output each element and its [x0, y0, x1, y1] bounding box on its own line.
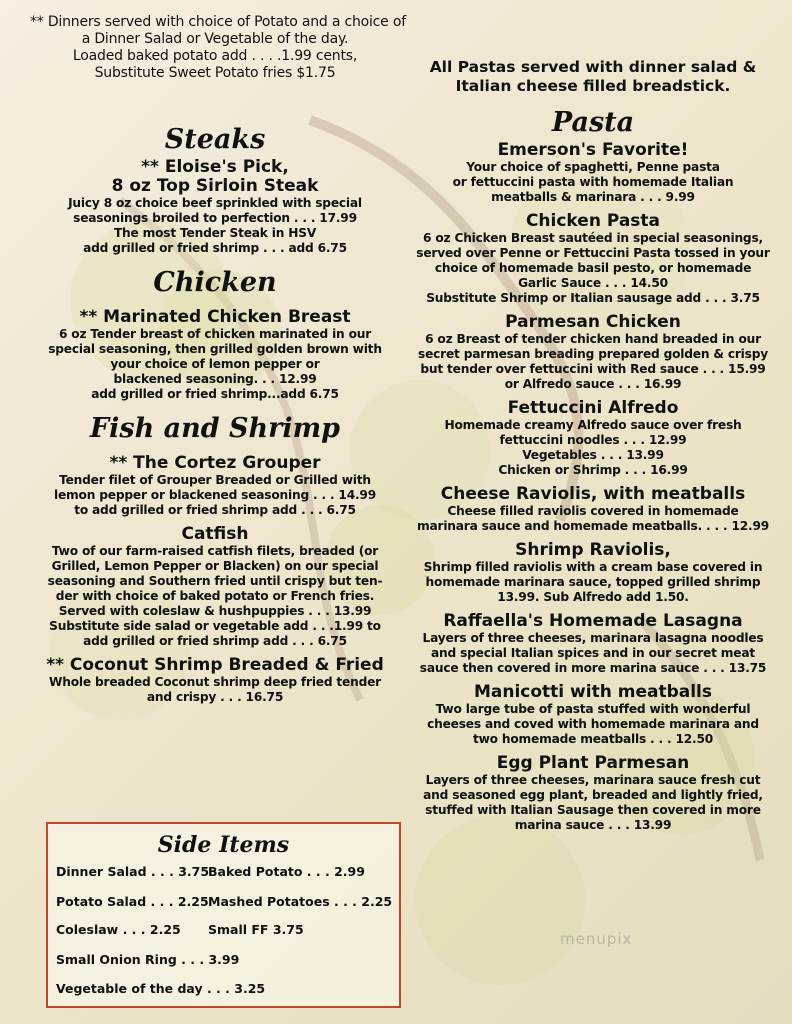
pasta-heading: Pasta — [551, 107, 635, 138]
menu-item-description: Tender filet of Grouper Breaded or Grilled with lemon pepper or blackened seasoning . . . 14.99 to add grilled or fried shrimp add . . . 6.75 — [54, 473, 376, 517]
menu-item-description: Juicy 8 oz choice beef sprinkled with special seasonings broiled to perfection . . . 17.99 The most Tender Steak in HSV add grilled or fried shrimp . . . add 6.75 — [68, 196, 362, 255]
menu-item-description: 6 oz Chicken Breast sautéed in special seasonings, served over Penne or Fettuccini Pasta tossed in your choice of homemade basil pesto, or homemade Garlic Sauce . . . 14.50 Substitute Shrimp or Italian sausage add . . . 3.75 — [416, 231, 770, 305]
menupix-watermark: menupix — [560, 930, 633, 948]
menu-item-description: Two of our farm-raised catfish filets, breaded (or Grilled, Lemon Pepper or Blacken) on our special seasoning and Southern fried until crispy but ten- der with choice of baked potato or French fries. Served with coleslaw & hushpuppies . . . 13.99 Substitute side salad or vegetable add . . .1.99 to add grilled or fried shrimp add . . . 6.75 — [47, 544, 383, 648]
right-column — [408, 56, 778, 833]
menu-item-name: ** Marinated Chicken Breast — [79, 307, 351, 327]
menu-item-description: Your choice of spaghetti, Penne pasta or fettuccini pasta with homemade Italian meatballs & marinara . . . 9.99 — [452, 160, 734, 204]
fish-shrimp-heading: Fish and Shrimp — [89, 413, 341, 444]
menu-item-description: 6 oz Breast of tender chicken hand breaded in our secret parmesan breading prepared golden & crispy but tender over fettuccini with Red sauce . . . 15.99 or Alfredo sauce . . . 16.99 — [418, 332, 768, 391]
menu-item-name: Parmesan Chicken — [505, 312, 681, 332]
dinner-note-line: a Dinner Salad or Vegetable of the day. — [81, 31, 349, 47]
menu-item-name: Fettuccini Alfredo — [507, 398, 679, 418]
dinner-note-line: Substitute Sweet Potato fries $1.75 — [94, 65, 336, 81]
menu-item-name: Raffaella's Homemade Lasagna — [443, 611, 743, 631]
menu-item-description: Layers of three cheeses, marinara sauce fresh cut and seasoned egg plant, breaded and lightly fried, stuffed with Italian Sausage then covered in more marina sauce . . . 13.99 — [423, 773, 763, 832]
side-item: Vegetable of the day . . . 3.25 — [56, 981, 266, 996]
side-items-box — [46, 822, 401, 1008]
side-item: Small FF 3.75 — [208, 922, 304, 937]
side-item: Potato Salad . . . 2.25 — [56, 894, 209, 909]
menu-item-name: Cheese Raviolis, with meatballs — [440, 484, 746, 504]
menu-item-name: Egg Plant Parmesan — [496, 753, 690, 773]
side-item: Mashed Potatoes . . . 2.25 — [208, 894, 393, 909]
menu-item-name: ** Eloise's Pick, 8 oz Top Sirloin Steak — [111, 157, 319, 196]
dinner-note-line: Loaded baked potato add . . . .1.99 cents, — [72, 48, 358, 64]
side-item: Small Onion Ring . . . 3.99 — [56, 952, 240, 967]
menu-item-description: 6 oz Tender breast of chicken marinated in our special seasoning, then grilled golden brown with your choice of lemon pepper or blackened seasoning. . . 12.99 add grilled or fried shrimp...add 6.75 — [48, 327, 382, 401]
left-column — [30, 14, 406, 705]
menu-item-description: Layers of three cheeses, marinara lasagna noodles and special Italian spices and in our secret meat sauce then covered in more marina sauce . . . 13.75 — [419, 631, 767, 675]
menu-item-name: ** Coconut Shrimp Breaded & Fried — [46, 655, 384, 675]
side-items-heading: Side Items — [157, 832, 290, 858]
menu-item-name: Chicken Pasta — [525, 211, 661, 231]
dinner-note-line: ** Dinners served with choice of Potato and a choice of — [30, 14, 406, 30]
steaks-heading: Steaks — [164, 124, 266, 155]
menu-item-description: Shrimp filled raviolis with a cream base covered in homemade marinara sauce, topped grilled shrimp 13.99. Sub Alfredo add 1.50. — [423, 560, 763, 604]
menu-item-description: Cheese filled raviolis covered in homemade marinara sauce and homemade meatballs. . . . 12.99 — [416, 504, 770, 533]
menu-item-name: Emerson's Favorite! — [497, 140, 689, 160]
dinner-note — [30, 14, 406, 82]
menu-item-description: Whole breaded Coconut shrimp deep fried tender and crispy . . . 16.75 — [49, 675, 381, 704]
chicken-heading: Chicken — [153, 267, 277, 298]
side-item: Dinner Salad . . . 3.75 — [56, 864, 210, 879]
menu-item-name: Shrimp Raviolis, — [515, 540, 671, 560]
menu-item-name: Catfish — [181, 524, 249, 544]
menu-item-description: Homemade creamy Alfredo sauce over fresh fettuccini noodles . . . 12.99 Vegetables . . . 13.99 Chicken or Shrimp . . . 16.99 — [444, 418, 742, 477]
side-item: Coleslaw . . . 2.25 — [56, 922, 181, 937]
menu-item-description: Two large tube of pasta stuffed with wonderful cheeses and coved with homemade marinara and two homemade meatballs . . . 12.50 — [427, 702, 759, 746]
pasta-note: All Pastas served with dinner salad & Italian cheese filled breadstick. — [429, 58, 757, 95]
menu-item-name: ** The Cortez Grouper — [109, 453, 321, 473]
menu-item-name: Manicotti with meatballs — [473, 682, 712, 702]
side-item: Baked Potato . . . 2.99 — [208, 864, 365, 879]
